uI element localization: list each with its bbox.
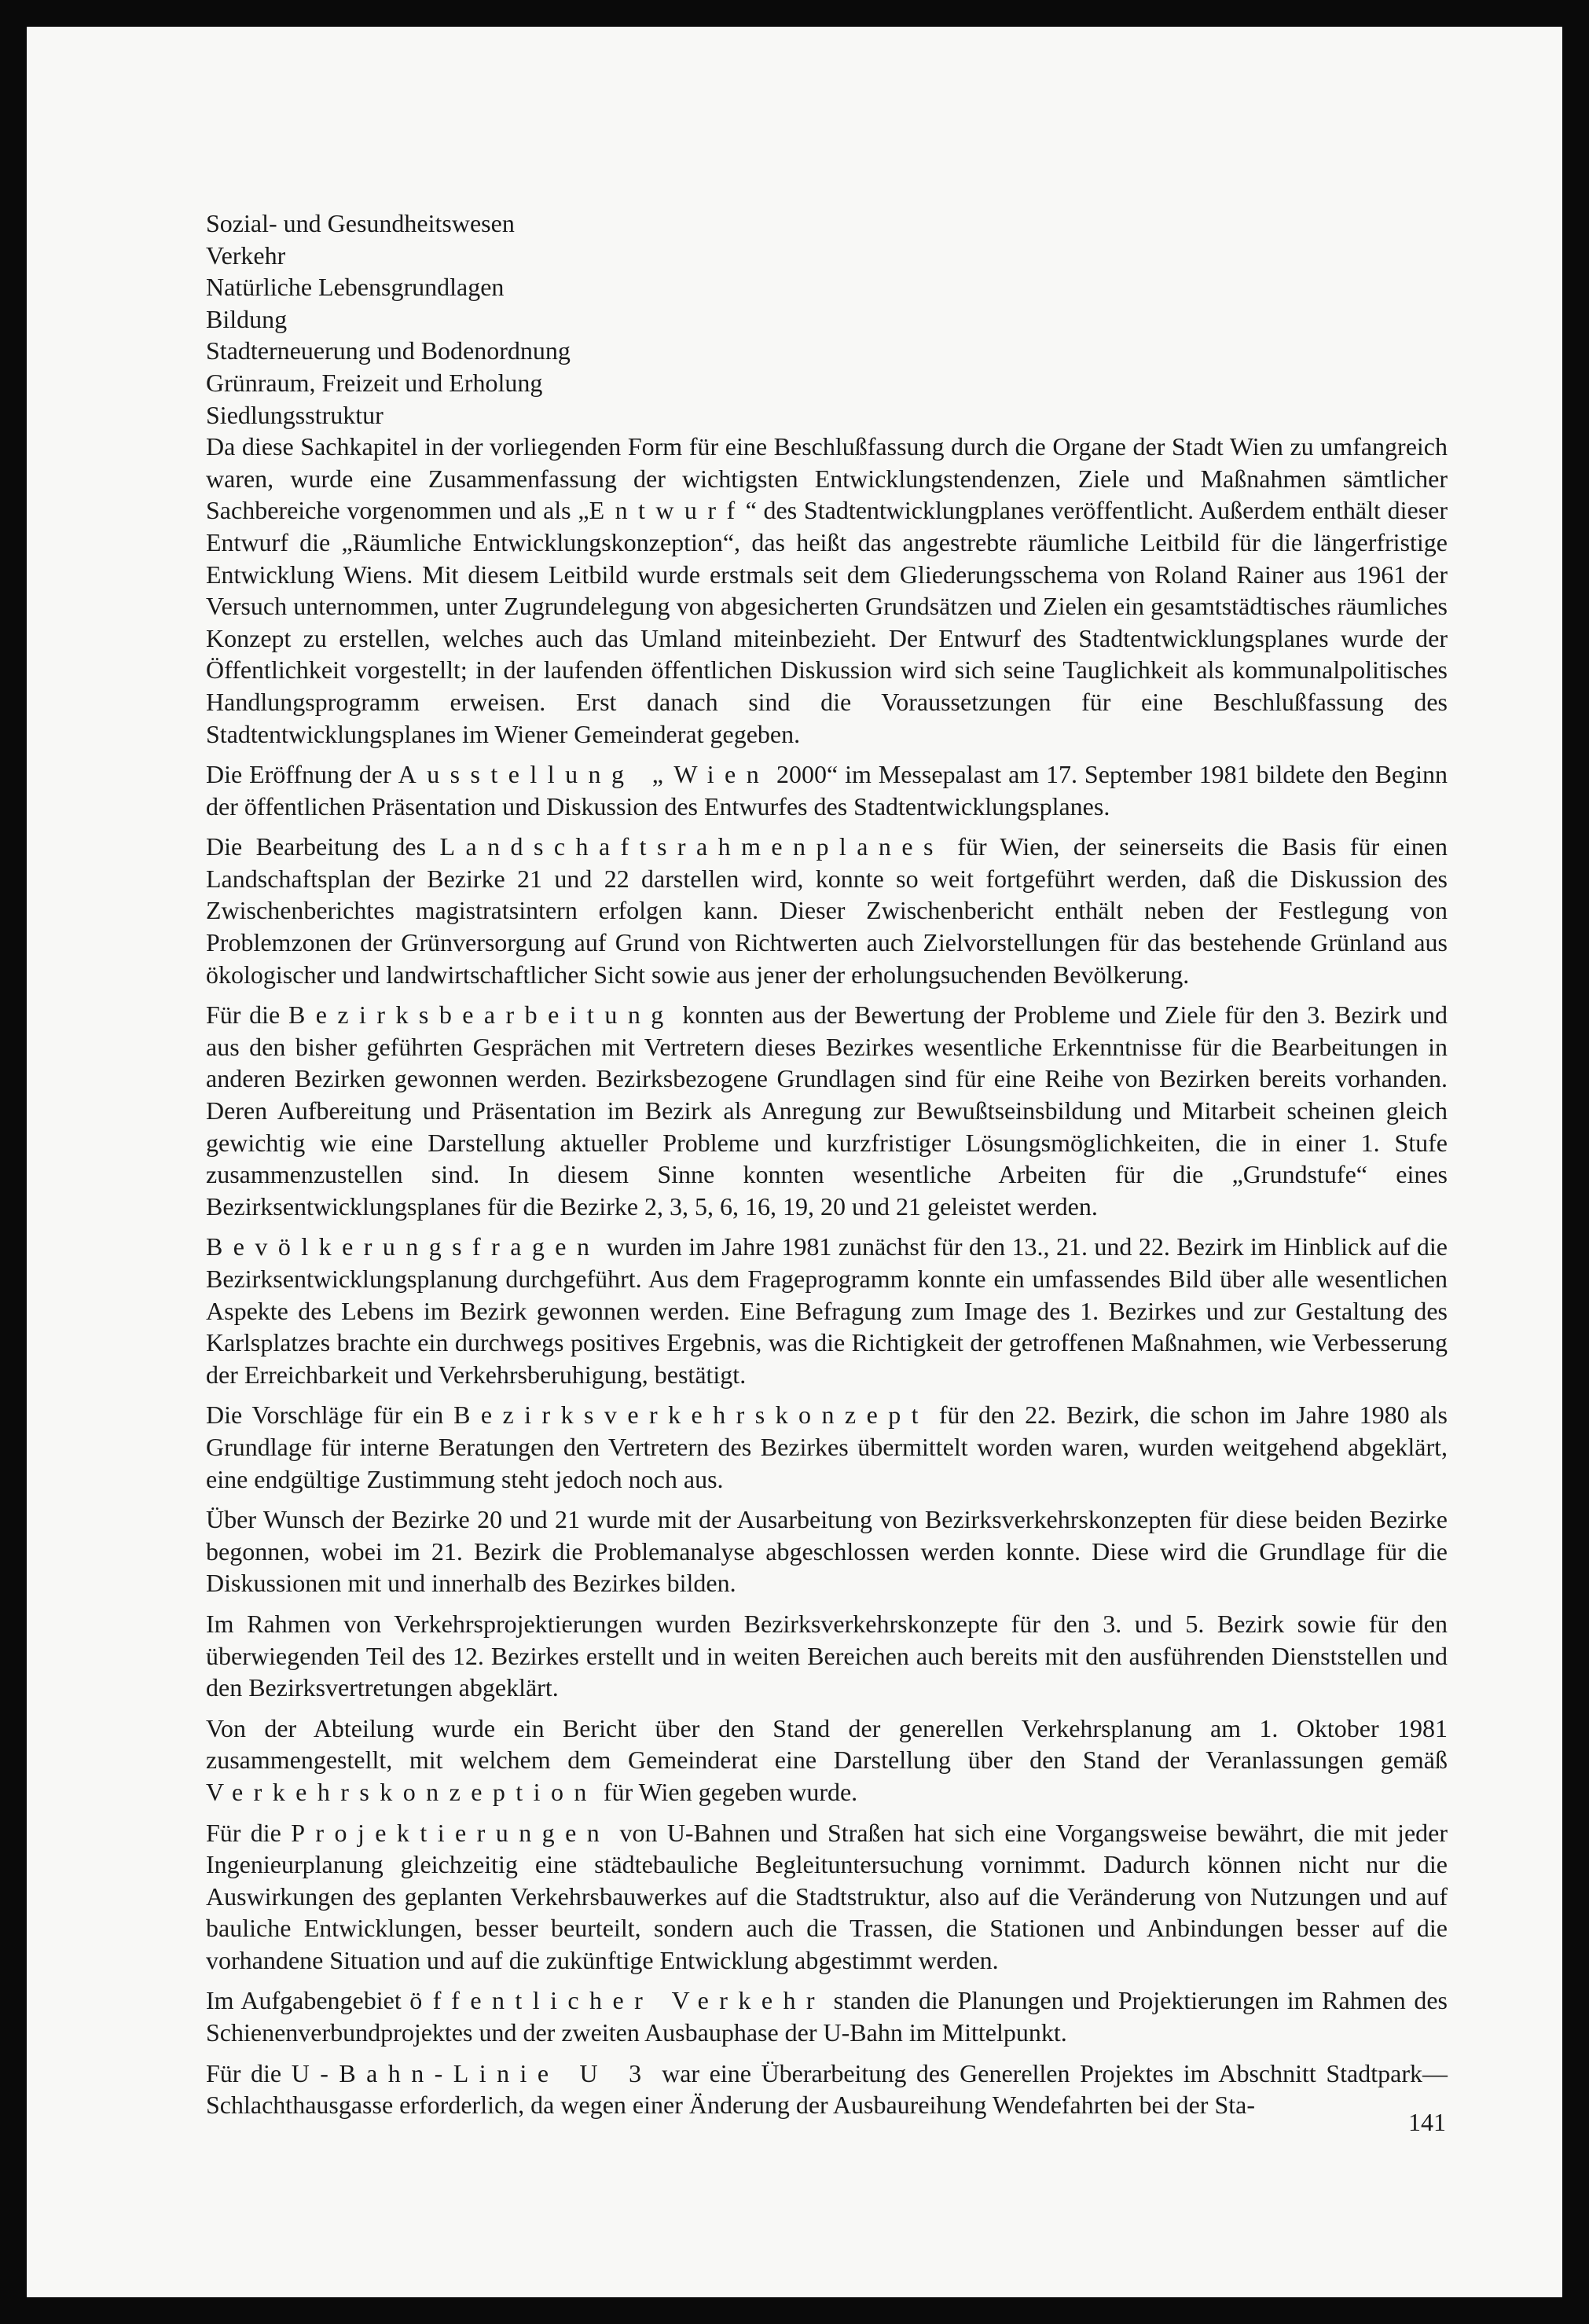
paragraph-bezirksverkehrskonzept [206, 1399, 1448, 1495]
text-run: 2000“ im Messepalast am 17. September 1981 bildete den Beginn der öffentlichen Präsentation und Diskussion des Entwurfes des Stadtentwicklungsplanes. [206, 760, 1448, 821]
list-item: Sozial- und Gesundheitswesen [206, 209, 515, 237]
spaced-term: Projektierungen [291, 1818, 611, 1847]
spaced-term: Verkehrskonzeption [206, 1777, 597, 1806]
page-content [206, 207, 1448, 2121]
paragraph-landschaftsrahmenplan [206, 831, 1448, 990]
text-run: war eine Überarbeitung des Generellen Projektes im Abschnitt Stadtpark—Schlachthausgasse erforderlich, da wegen einer Änderung der Ausbaureihung Wendefahrten bei der Sta- [206, 2058, 1448, 2120]
text-run: Im Aufgabengebiet [206, 1986, 410, 2015]
text-run: standen die Planungen und Projektierungen im Rahmen des Schienenverbundprojektes und der zweiten Ausbauphase der U-Bahn im Mittelpunkt. [206, 1986, 1448, 2047]
text-run: Die Bearbeitung des [206, 832, 440, 861]
paragraph-u-bahn-u3 [206, 2058, 1448, 2121]
list-item: Natürliche Lebensgrundlagen [206, 273, 505, 302]
paragraph-projektierungen [206, 1817, 1448, 1977]
text-run: Von der Abteilung wurde ein Bericht über den Stand der generellen Verkehrsplanung am 1. Oktober 1981 zusammengestellt, mit welchem dem Gemeinderat eine Darstellung über den Stand der Veranlassungen gemäß [206, 1713, 1448, 1775]
spaced-term: öffentlicher Verkehr [409, 1986, 826, 2015]
list-item: Bildung [206, 304, 288, 333]
text-run: für den 22. Bezirk, die schon im Jahre 1980 als Grundlage für interne Beratungen den Vertretern des Bezirkes übermittelt worden waren, wurden weitgehend abgeklärt, eine endgültige Zustimmung steht jedoch noch aus. [206, 1401, 1448, 1493]
text-run: wurden im Jahre 1981 zunächst für den 13., 21. und 22. Bezirk im Hinblick auf die Bezirksentwicklungsplanung durchgeführt. Aus dem Frageprogramm konnte ein umfassendes Bild über alle wesentlichen Aspekte des Lebens im Bezirk gewonnen werden. Eine Befragung zum Image des 1. Bezirkes und zur Gestaltung des Karlsplatzes brachte ein durchwegs positives Ergebnis, was die Richtigkeit der getroffenen Maßnahmen, wie Verbesserung der Erreichbarkeit und Verkehrsberuhigung, bestätigt. [206, 1232, 1448, 1389]
text-run: Für die [206, 1000, 288, 1030]
paragraph-entwurf [206, 431, 1448, 750]
text-run: für Wien, der seinerseits die Basis für einen Landschaftsplan der Bezirke 21 und 22 darstellen wird, konnte so weit fortgeführt werden, daß die Diskussion des Zwischenberichtes magistratsintern erfolgen kann. Dieser Zwischenbericht enthält neben der Festlegung von Problemzonen der Grünversorgung auf Grund von Richtwerten auch Zielvorstellungen für das bestehende Grünland aus ökologischer und landwirtschaftlicher Sicht sowie aus jener der erholungsuchenden Bevölkerung. [206, 832, 1448, 989]
list-item: Grünraum, Freizeit und Erholung [206, 368, 543, 397]
text-run: für Wien gegeben wurde. [596, 1777, 858, 1806]
list-item: Siedlungsstruktur [206, 400, 383, 429]
text-run: “ des Stadtentwicklungplanes veröffentlicht. Außerdem enthält dieser Entwurf die „Räumliche Entwicklungskonzeption“, das heißt das angestrebte räumliche Leitbild für die längerfristige Entwicklung Wiens. Mit diesem Leitbild wurde erstmals seit dem Gliederungsschema von Roland Rainer aus 1961 der Versuch unternommen, unter Zugrundelegung von abgesicherten Grundsätzen und Zielen ein gesamtstädtisches räumliches Konzept zu erstellen, welches auch das Umland miteinbezieht. Der Entwurf des Stadtentwicklungsplanes wurde der Öffentlichkeit vorgestellt; in der laufenden öffentlichen Diskussion wird sich seine Tauglichkeit als kommunalpolitisches Handlungsprogramm erweisen. Erst danach sind die Voraussetzungen für eine Beschlußfassung des Stadtentwicklungsplanes im Wiener Gemeinderat gegeben. [206, 496, 1448, 748]
topic-list [206, 207, 1448, 431]
page-number: 141 [1408, 2108, 1446, 2136]
spaced-term: Bevölkerungsfragen [206, 1232, 600, 1261]
spaced-term: Bezirksverkehrskonzept [453, 1401, 929, 1430]
paragraph-bezirke-20-21: Über Wunsch der Bezirke 20 und 21 wurde mit der Ausarbeitung von Bezirksverkehrskonzepten für diese beiden Bezirke begonnen, wobei im 21. Bezirk die Problemanalyse abgeschlossen werden konnte. Diese wird die Grundlage für die Diskussionen mit und innerhalb des Bezirkes bilden. [206, 1505, 1448, 1598]
text-run: Für die [206, 1818, 292, 1847]
text-run: Für die [206, 2058, 292, 2087]
paragraph-verkehrsprojektierungen: Im Rahmen von Verkehrsprojektierungen wurden Bezirksverkehrskonzepte für den 3. und 5. Bezirk sowie für den überwiegenden Teil des 12. Bezirkes erstellt und in weiten Bereichen auch bereits mit den ausführenden Dienststellen und den Bezirksvertretungen abgeklärt. [206, 1609, 1448, 1702]
list-item: Verkehr [206, 240, 286, 270]
spaced-term: Ausstellung „Wien [398, 760, 770, 789]
text-run: Die Vorschläge für ein [206, 1401, 454, 1430]
scanned-page [27, 27, 1562, 2297]
list-item: Stadterneuerung und Bodenordnung [206, 336, 571, 365]
spaced-term: Landschaftsrahmenplanes [439, 832, 944, 861]
spaced-term: U-Bahn-Linie U 3 [291, 2058, 652, 2087]
paragraph-ausstellung [206, 758, 1448, 822]
text-run: Die Eröffnung der [206, 760, 398, 789]
text-run: Da diese Sachkapitel in der vorliegenden Form für eine Beschlußfassung durch die Organe der Stadt Wien zu umfangreich waren, wurde eine Zusammenfassung der wichtigsten Entwicklungstendenzen, Ziele und Maßnahmen sämtlicher Sachbereiche vorgenommen und als „ [206, 432, 1448, 525]
spaced-term: Bezirksbearbeitung [288, 1000, 674, 1030]
spaced-term: Entwurf [589, 496, 746, 525]
paragraph-bezirksbearbeitung [206, 999, 1448, 1222]
paragraph-verkehrskonzeption [206, 1713, 1448, 1808]
paragraph-oeffentlicher-verkehr [206, 1984, 1448, 2048]
text-run: konnten aus der Bewertung der Probleme und Ziele für den 3. Bezirk und aus den bisher geführten Gesprächen mit Vertretern dieses Bezirkes wesentliche Erkenntnisse für die Bearbeitungen in anderen Bezirken gewonnen werden. Bezirksbezogene Grundlagen sind für eine Reihe von Bezirken bereits vorhanden. Deren Aufbereitung und Präsentation im Bezirk als Anregung zur Bewußtseinsbildung und Mitarbeit scheinen gleich gewichtig wie eine Darstellung aktueller Probleme und kurzfristiger Lösungsmöglichkeiten, die in einer 1. Stufe zusammenzustellen sind. In diesem Sinne konnten wesentliche Arbeiten für die „Grundstufe“ eines Bezirksentwicklungsplanes für die Bezirke 2, 3, 5, 6, 16, 19, 20 und 21 geleistet werden. [206, 1000, 1448, 1221]
text-run: von U-Bahnen und Straßen hat sich eine Vorgangsweise bewährt, die mit jeder Ingenieurplanung gleichzeitig eine städtebauliche Begleituntersuchung vornimmt. Dadurch können nicht nur die Auswirkungen des geplanten Verkehrsbauwerkes auf die Stadtstruktur, also auf die Veränderung von Nutzungen und auf bauliche Entwicklungen, besser beurteilt, sondern auch die Trassen, die Stationen und Anbindungen besser auf die vorhandene Situation und auf die zukünftige Entwicklung abgestimmt werden. [206, 1818, 1448, 1974]
paragraph-bevoelkerungsfragen [206, 1231, 1448, 1390]
